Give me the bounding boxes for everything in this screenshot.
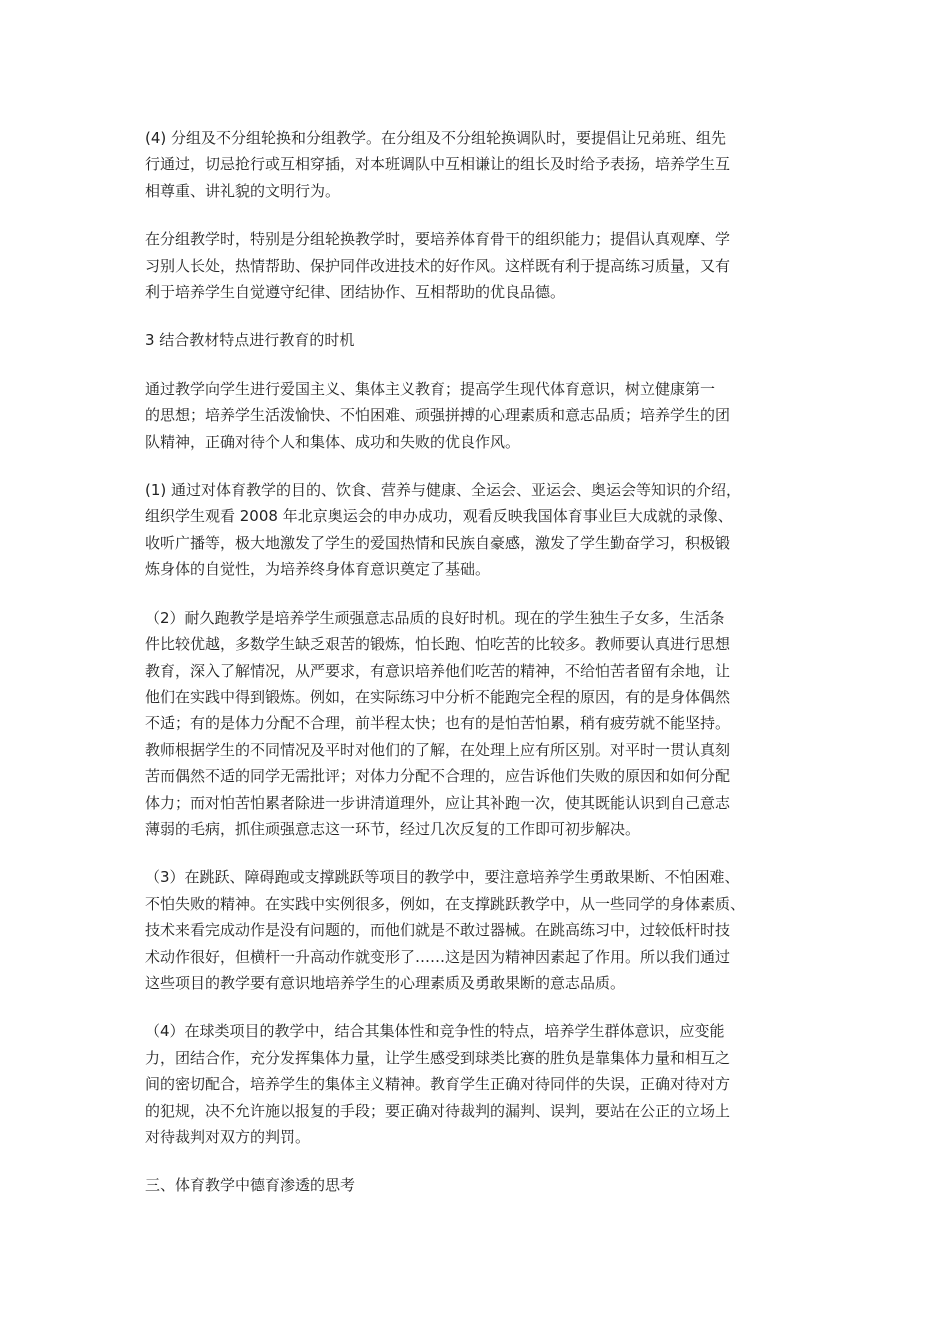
text-line: 苦而偶然不适的同学无需批评；对体力分配不合理的，应告诉他们失败的原因和如何分配: [145, 767, 731, 786]
text-line: 通过教学向学生进行爱国主义、集体主义教育；提高学生现代体育意识，树立健康第一: [145, 379, 716, 398]
paragraph-item-3-jumping: [145, 864, 810, 996]
text-line: 教育，深入了解情况，从严要求，有意识培养他们吃苦的精神，不给怕苦者留有余地，让: [145, 661, 731, 680]
paragraph-item-2-endurance-run: [145, 605, 810, 843]
text-line: 术动作很好，但横杆一升高动作就变形了……这是因为精神因素起了作用。所以我们通过: [145, 947, 731, 966]
section-heading-moral-education: [145, 1172, 810, 1198]
text-line: 相尊重、讲礼貌的文明行为。: [145, 181, 341, 200]
text-line: （2）耐久跑教学是培养学生顽强意志品质的良好时机。现在的学生独生子女多，生活条: [145, 608, 725, 627]
document-page: [145, 125, 810, 1221]
section-heading-teaching-timing: [145, 327, 810, 353]
paragraph-rotation-teaching: [145, 226, 810, 305]
text-line: 件比较优越，多数学生缺乏艰苦的锻炼，怕长跑、怕吃苦的比较多。教师要认真进行思想: [145, 635, 731, 654]
paragraph-patriotism-education: [145, 376, 810, 455]
text-line: (1) 通过对体育教学的目的、饮食、营养与健康、全运会、亚运会、奥运会等知识的介绍，: [145, 481, 742, 500]
text-line: 对待裁判对双方的判罚。: [145, 1128, 311, 1146]
text-line: 的思想；培养学生活泼愉快、不怕困难、顽强拼搏的心理素质和意志品质；培养学生的团: [145, 406, 731, 425]
text-line: 3 结合教材特点进行教育的时机: [145, 331, 355, 350]
text-line: 力，团结合作，充分发挥集体力量，让学生感受到球类比赛的胜负是靠集体力量和相互之: [145, 1048, 731, 1067]
text-line: 教师根据学生的不同情况及平时对他们的了解，在处理上应有所区别。对平时一贯认真刻: [145, 740, 731, 759]
paragraph-group-teaching: [145, 125, 810, 204]
text-line: 不适；有的是体力分配不合理，前半程太快；也有的是怕苦怕累，稍有疲劳就不能坚持。: [145, 714, 731, 733]
text-line: （4）在球类项目的教学中，结合其集体性和竞争性的特点，培养学生群体意识，应变能: [145, 1022, 725, 1041]
paragraph-item-4-ball-games: [145, 1018, 810, 1150]
text-line: 薄弱的毛病，抓住顽强意志这一环节，经过几次反复的工作即可初步解决。: [145, 819, 641, 838]
text-line: (4) 分组及不分组轮换和分组教学。在分组及不分组轮换调队时，要提倡让兄弟班、组先: [145, 129, 727, 147]
text-line: 体力；而对怕苦怕累者除进一步讲清道理外，应让其补跑一次，使其既能认识到自己意志: [145, 793, 731, 812]
text-line: （3）在跳跃、障碍跑或支撑跳跃等项目的教学中，要注意培养学生勇敢果断、不怕困难、: [145, 868, 740, 887]
text-line: 三、体育教学中德育渗透的思考: [145, 1176, 356, 1195]
text-line: 他们在实践中得到锻炼。例如，在实际练习中分析不能跑完全程的原因，有的是身体偶然: [145, 687, 731, 706]
text-line: 在分组教学时，特别是分组轮换教学时，要培养体育骨干的组织能力；提倡认真观摩、学: [145, 230, 731, 249]
text-line: 间的密切配合，培养学生的集体主义精神。教育学生正确对待同伴的失误，正确对待对方: [145, 1075, 731, 1094]
text-line: 队精神，正确对待个人和集体、成功和失败的优良作风。: [145, 432, 521, 451]
text-line: 技术来看完成动作是没有问题的，而他们就是不敢过器械。在跳高练习中，过较低杆时技: [145, 921, 731, 940]
text-line: 习别人长处，热情帮助、保护同伴改进技术的好作风。这样既有利于提高练习质量，又有: [145, 256, 731, 275]
text-line: 这些项目的教学要有意识地培养学生的心理素质及勇敢果断的意志品质。: [145, 973, 626, 992]
text-line: 不怕失败的精神。在实践中实例很多，例如，在支撑跳跃教学中，从一些同学的身体素质、: [145, 894, 746, 913]
text-line: 组织学生观看 2008 年北京奥运会的申办成功，观看反映我国体育事业巨大成就的录像、: [145, 507, 733, 526]
text-line: 行通过，切忌抢行或互相穿插，对本班调队中互相谦让的组长及时给予表扬，培养学生互: [145, 155, 731, 174]
paragraph-item-1-olympics: [145, 477, 810, 583]
text-line: 炼身体的自觉性，为培养终身体育意识奠定了基础。: [145, 560, 491, 579]
text-line: 收听广播等，极大地激发了学生的爱国热情和民族自豪感，激发了学生勤奋学习，积极锻: [145, 533, 731, 552]
text-line: 的犯规，决不允许施以报复的手段；要正确对待裁判的漏判、误判，要站在公正的立场上: [145, 1101, 731, 1120]
text-line: 利于培养学生自觉遵守纪律、团结协作、互相帮助的优良品德。: [145, 283, 566, 302]
